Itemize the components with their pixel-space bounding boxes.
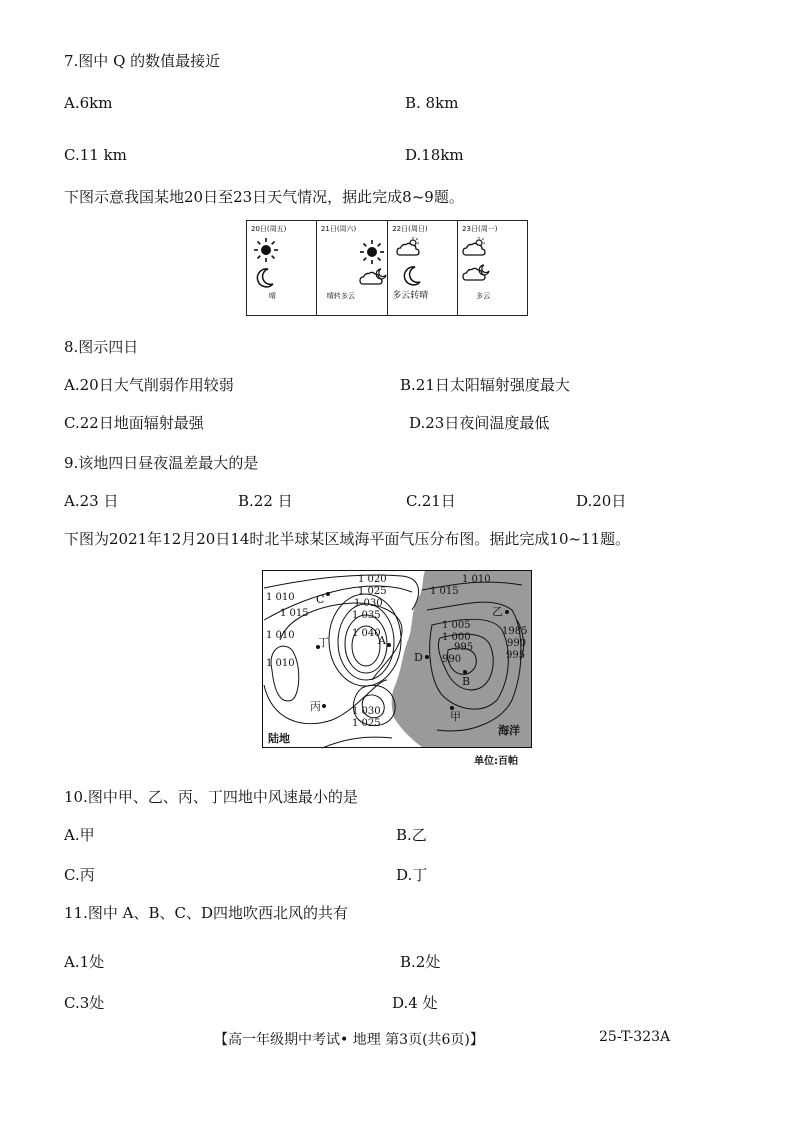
q10-option-a: A.甲: [64, 826, 95, 844]
isobar-label: 995: [506, 650, 526, 661]
sun-icon: [359, 239, 385, 265]
q8-option-d: D.23日夜间温度最低: [409, 414, 550, 432]
weather-day-3-header: 22日(周日): [392, 225, 428, 233]
q11-option-d: D.4 处: [392, 994, 438, 1012]
q11-stem: 11.图中 A、B、C、D四地吹西北风的共有: [64, 904, 348, 922]
weather-day-3: [388, 221, 458, 315]
point-ding: 丁: [318, 636, 329, 649]
q10-stem: 10.图中甲、乙、丙、丁四地中风速最小的是: [64, 788, 358, 806]
point-a: A: [378, 634, 386, 647]
moon-icon: [402, 265, 422, 287]
weather-day-4: [458, 221, 527, 315]
point-d: D: [414, 651, 423, 664]
land-label: 陆地: [268, 732, 290, 745]
sun-icon: [253, 237, 279, 263]
isobar-label: 1 015: [430, 586, 459, 597]
q7-option-d: D.18km: [405, 146, 464, 164]
q11-option-b: B.2处: [400, 953, 441, 971]
isobar-label: 995: [454, 642, 474, 653]
weather-day-2-header: 21日(周六): [320, 225, 357, 233]
intro-8-9: 下图示意我国某地20日至23日天气情况，据此完成8~9题。: [64, 188, 464, 206]
weather-day-1: [247, 221, 317, 315]
page-footer-title: 【高一年级期中考试• 地理 第3页(共6页)】: [214, 1032, 484, 1048]
isobar-label: 1 000: [442, 632, 471, 643]
point-c: C: [316, 593, 325, 606]
point-bing: 丙: [310, 700, 321, 713]
map-unit-label: 单位:百帕: [474, 756, 518, 767]
isobar-label: 1 010: [266, 630, 295, 641]
q7-option-b: B. 8km: [405, 94, 459, 112]
isobar-label: 990: [507, 638, 527, 649]
point-b: B: [462, 675, 471, 688]
cloud-sun-icon: [462, 237, 488, 257]
q8-option-a: A.20日大气削弱作用较弱: [64, 376, 234, 394]
isobar-label: 1 030: [354, 598, 383, 609]
cloud-sun-icon: [396, 237, 422, 257]
weather-day-1-desc: 晴: [269, 292, 276, 300]
isobar-label: 1 035: [352, 610, 381, 621]
weather-day-2: [317, 221, 388, 315]
point-jia: 甲: [450, 710, 461, 723]
weather-day-3-desc: 多云转晴: [392, 291, 429, 301]
weather-table: [246, 220, 528, 316]
q8-option-c: C.22日地面辐射最强: [64, 414, 204, 432]
isobar-label: 1 040: [352, 628, 381, 639]
cloud-moon-icon: [359, 267, 387, 287]
isobar-label: 1 010: [462, 574, 491, 585]
q9-option-d: D.20日: [576, 492, 627, 510]
q9-option-a: A.23 日: [64, 492, 119, 510]
q11-option-c: C.3处: [64, 994, 105, 1012]
cloud-moon-icon: [462, 263, 490, 283]
q10-option-c: C.丙: [64, 866, 95, 884]
intro-10-11: 下图为2021年12月20日14时北半球某区域海平面气压分布图。据此完成10~11题。: [64, 530, 631, 548]
isobar-label: 1 030: [352, 706, 381, 717]
isobar-label: 1 010: [266, 658, 295, 669]
pressure-map: [262, 570, 532, 768]
weather-day-2-desc: 晴转多云: [326, 292, 355, 300]
isobar-label: 1985: [502, 626, 528, 637]
q11-option-a: A.1处: [64, 953, 105, 971]
q9-option-b: B.22 日: [238, 492, 293, 510]
q8-option-b: B.21日太阳辐射强度最大: [400, 376, 570, 394]
moon-icon: [255, 267, 275, 289]
isobar-label: 990: [442, 654, 462, 665]
point-yi: 乙: [492, 605, 503, 618]
isobar-label: 1 015: [280, 608, 309, 619]
q9-option-c: C.21日: [406, 492, 456, 510]
page-footer-code: 25-T-323A: [599, 1029, 671, 1045]
isobar-label: 1 005: [442, 620, 471, 631]
weather-day-1-header: 20日(周五): [251, 225, 287, 233]
ocean-label: 海洋: [498, 724, 520, 737]
q10-option-b: B.乙: [396, 826, 427, 844]
q7-option-c: C.11 km: [64, 146, 127, 164]
q10-option-d: D.丁: [396, 866, 428, 884]
isobar-label: 1 020: [358, 574, 387, 585]
weather-day-4-header: 23日(周一): [462, 225, 498, 233]
q7-stem: 7.图中 Q 的数值最接近: [64, 52, 221, 70]
isobar-label: 1 025: [358, 586, 387, 597]
isobar-label: 1 025: [352, 718, 381, 729]
q9-stem: 9.该地四日昼夜温差最大的是: [64, 454, 259, 472]
isobar-label: 1 010: [266, 592, 295, 603]
q7-option-a: A.6km: [64, 94, 113, 112]
q8-stem: 8.图示四日: [64, 338, 139, 356]
weather-day-4-desc: 多云: [476, 292, 491, 300]
